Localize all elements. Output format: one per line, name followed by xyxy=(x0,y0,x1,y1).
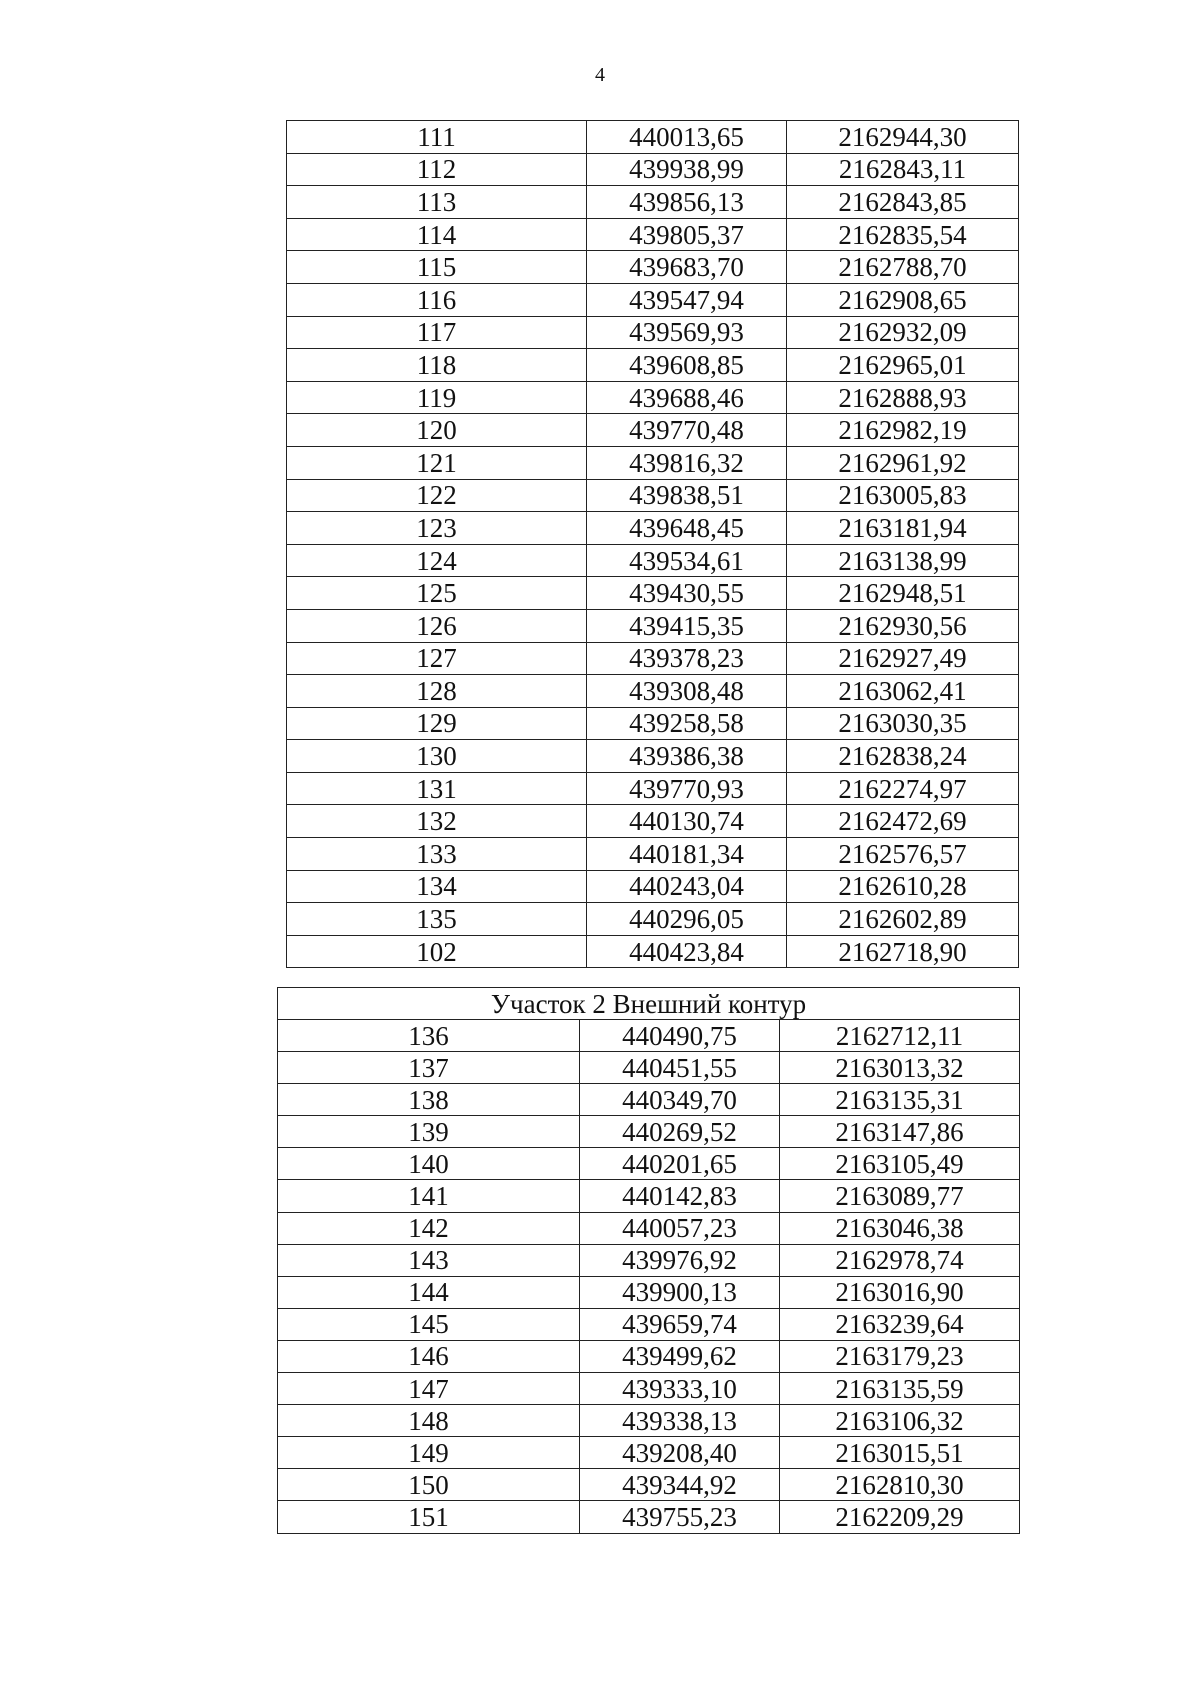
x-coordinate-cell: 439938,99 xyxy=(587,153,787,186)
point-number-cell: 118 xyxy=(287,349,587,382)
y-coordinate-cell: 2162209,29 xyxy=(780,1501,1020,1533)
x-coordinate-cell: 440243,04 xyxy=(587,870,787,903)
point-number-cell: 134 xyxy=(287,870,587,903)
table-row xyxy=(287,903,1019,936)
x-coordinate-cell: 440269,52 xyxy=(580,1116,780,1148)
x-coordinate-cell: 439338,13 xyxy=(580,1405,780,1437)
x-coordinate-cell: 440423,84 xyxy=(587,935,787,968)
y-coordinate-cell: 2163015,51 xyxy=(780,1437,1020,1469)
y-coordinate-cell: 2162944,30 xyxy=(787,121,1019,154)
x-coordinate-cell: 439344,92 xyxy=(580,1469,780,1501)
point-number-cell: 114 xyxy=(287,218,587,251)
x-coordinate-cell: 439430,55 xyxy=(587,577,787,610)
table-row xyxy=(278,1212,1020,1244)
point-number-cell: 146 xyxy=(278,1340,580,1372)
point-number-cell: 127 xyxy=(287,642,587,675)
table-row xyxy=(278,1405,1020,1437)
table-row xyxy=(287,479,1019,512)
y-coordinate-cell: 2163138,99 xyxy=(787,544,1019,577)
x-coordinate-cell: 439308,48 xyxy=(587,675,787,708)
coordinates-table-body xyxy=(278,988,1020,1534)
x-coordinate-cell: 439534,61 xyxy=(587,544,787,577)
x-coordinate-cell: 440296,05 xyxy=(587,903,787,936)
y-coordinate-cell: 2162835,54 xyxy=(787,218,1019,251)
table-row xyxy=(278,1340,1020,1372)
x-coordinate-cell: 439258,58 xyxy=(587,707,787,740)
y-coordinate-cell: 2163030,35 xyxy=(787,707,1019,740)
x-coordinate-cell: 440142,83 xyxy=(580,1180,780,1212)
table-row xyxy=(287,935,1019,968)
x-coordinate-cell: 439900,13 xyxy=(580,1276,780,1308)
y-coordinate-cell: 2162576,57 xyxy=(787,838,1019,871)
point-number-cell: 116 xyxy=(287,283,587,316)
x-coordinate-cell: 439683,70 xyxy=(587,251,787,284)
point-number-cell: 132 xyxy=(287,805,587,838)
y-coordinate-cell: 2163062,41 xyxy=(787,675,1019,708)
point-number-cell: 145 xyxy=(278,1308,580,1340)
y-coordinate-cell: 2162930,56 xyxy=(787,609,1019,642)
x-coordinate-cell: 439688,46 xyxy=(587,381,787,414)
point-number-cell: 139 xyxy=(278,1116,580,1148)
table-row xyxy=(278,1469,1020,1501)
y-coordinate-cell: 2162965,01 xyxy=(787,349,1019,382)
x-coordinate-cell: 440201,65 xyxy=(580,1148,780,1180)
coordinates-table-part-1 xyxy=(286,120,1019,968)
point-number-cell: 126 xyxy=(287,609,587,642)
point-number-cell: 129 xyxy=(287,707,587,740)
table-row xyxy=(287,512,1019,545)
y-coordinate-cell: 2163016,90 xyxy=(780,1276,1020,1308)
table-row xyxy=(278,1373,1020,1405)
point-number-cell: 117 xyxy=(287,316,587,349)
x-coordinate-cell: 440057,23 xyxy=(580,1212,780,1244)
point-number-cell: 133 xyxy=(287,838,587,871)
y-coordinate-cell: 2162927,49 xyxy=(787,642,1019,675)
x-coordinate-cell: 439415,35 xyxy=(587,609,787,642)
table-row xyxy=(287,707,1019,740)
table-row xyxy=(278,1084,1020,1116)
point-number-cell: 122 xyxy=(287,479,587,512)
x-coordinate-cell: 440451,55 xyxy=(580,1052,780,1084)
table-row xyxy=(287,609,1019,642)
y-coordinate-cell: 2162838,24 xyxy=(787,740,1019,773)
x-coordinate-cell: 439608,85 xyxy=(587,349,787,382)
point-number-cell: 111 xyxy=(287,121,587,154)
table-row xyxy=(287,283,1019,316)
y-coordinate-cell: 2162978,74 xyxy=(780,1244,1020,1276)
x-coordinate-cell: 439333,10 xyxy=(580,1373,780,1405)
point-number-cell: 112 xyxy=(287,153,587,186)
point-number-cell: 150 xyxy=(278,1469,580,1501)
section-heading-row xyxy=(278,988,1020,1020)
point-number-cell: 102 xyxy=(287,935,587,968)
table-row xyxy=(278,1052,1020,1084)
y-coordinate-cell: 2162982,19 xyxy=(787,414,1019,447)
x-coordinate-cell: 439816,32 xyxy=(587,446,787,479)
table-row xyxy=(287,740,1019,773)
x-coordinate-cell: 439208,40 xyxy=(580,1437,780,1469)
y-coordinate-cell: 2162908,65 xyxy=(787,283,1019,316)
coordinates-table-body xyxy=(287,121,1019,968)
point-number-cell: 148 xyxy=(278,1405,580,1437)
table-row xyxy=(287,838,1019,871)
x-coordinate-cell: 439659,74 xyxy=(580,1308,780,1340)
y-coordinate-cell: 2163179,23 xyxy=(780,1340,1020,1372)
x-coordinate-cell: 439386,38 xyxy=(587,740,787,773)
x-coordinate-cell: 440349,70 xyxy=(580,1084,780,1116)
point-number-cell: 136 xyxy=(278,1020,580,1052)
table-row xyxy=(278,1020,1020,1052)
point-number-cell: 137 xyxy=(278,1052,580,1084)
y-coordinate-cell: 2162718,90 xyxy=(787,935,1019,968)
table-row xyxy=(278,1501,1020,1533)
point-number-cell: 147 xyxy=(278,1373,580,1405)
x-coordinate-cell: 440013,65 xyxy=(587,121,787,154)
x-coordinate-cell: 439755,23 xyxy=(580,1501,780,1533)
table-row xyxy=(287,805,1019,838)
table-row xyxy=(278,1276,1020,1308)
x-coordinate-cell: 440181,34 xyxy=(587,838,787,871)
x-coordinate-cell: 439378,23 xyxy=(587,642,787,675)
table-row xyxy=(287,870,1019,903)
table-row xyxy=(287,414,1019,447)
x-coordinate-cell: 439547,94 xyxy=(587,283,787,316)
y-coordinate-cell: 2162932,09 xyxy=(787,316,1019,349)
point-number-cell: 143 xyxy=(278,1244,580,1276)
y-coordinate-cell: 2163046,38 xyxy=(780,1212,1020,1244)
point-number-cell: 149 xyxy=(278,1437,580,1469)
y-coordinate-cell: 2162810,30 xyxy=(780,1469,1020,1501)
section-title: Участок 2 Внешний контур xyxy=(278,988,1020,1020)
table-row xyxy=(278,1308,1020,1340)
point-number-cell: 151 xyxy=(278,1501,580,1533)
y-coordinate-cell: 2163135,31 xyxy=(780,1084,1020,1116)
y-coordinate-cell: 2163135,59 xyxy=(780,1373,1020,1405)
point-number-cell: 131 xyxy=(287,772,587,805)
point-number-cell: 128 xyxy=(287,675,587,708)
x-coordinate-cell: 440130,74 xyxy=(587,805,787,838)
x-coordinate-cell: 439770,93 xyxy=(587,772,787,805)
y-coordinate-cell: 2162843,11 xyxy=(787,153,1019,186)
table-row xyxy=(287,153,1019,186)
y-coordinate-cell: 2162610,28 xyxy=(787,870,1019,903)
y-coordinate-cell: 2162948,51 xyxy=(787,577,1019,610)
point-number-cell: 130 xyxy=(287,740,587,773)
x-coordinate-cell: 439805,37 xyxy=(587,218,787,251)
point-number-cell: 135 xyxy=(287,903,587,936)
x-coordinate-cell: 439976,92 xyxy=(580,1244,780,1276)
coordinates-table-section-2 xyxy=(277,987,1020,1534)
y-coordinate-cell: 2163181,94 xyxy=(787,512,1019,545)
point-number-cell: 125 xyxy=(287,577,587,610)
x-coordinate-cell: 439648,45 xyxy=(587,512,787,545)
table-row xyxy=(278,1180,1020,1212)
table-row xyxy=(287,642,1019,675)
y-coordinate-cell: 2163147,86 xyxy=(780,1116,1020,1148)
point-number-cell: 141 xyxy=(278,1180,580,1212)
table-row xyxy=(287,544,1019,577)
table-row xyxy=(278,1437,1020,1469)
y-coordinate-cell: 2162274,97 xyxy=(787,772,1019,805)
table-row xyxy=(287,121,1019,154)
table-row xyxy=(287,446,1019,479)
page-number: 4 xyxy=(595,64,605,86)
x-coordinate-cell: 439856,13 xyxy=(587,186,787,219)
table-row xyxy=(287,772,1019,805)
table-row xyxy=(287,577,1019,610)
point-number-cell: 115 xyxy=(287,251,587,284)
point-number-cell: 144 xyxy=(278,1276,580,1308)
x-coordinate-cell: 439770,48 xyxy=(587,414,787,447)
table-row xyxy=(278,1148,1020,1180)
y-coordinate-cell: 2162961,92 xyxy=(787,446,1019,479)
point-number-cell: 123 xyxy=(287,512,587,545)
x-coordinate-cell: 439499,62 xyxy=(580,1340,780,1372)
y-coordinate-cell: 2163089,77 xyxy=(780,1180,1020,1212)
table-row xyxy=(278,1244,1020,1276)
table-row xyxy=(287,316,1019,349)
x-coordinate-cell: 439569,93 xyxy=(587,316,787,349)
y-coordinate-cell: 2162472,69 xyxy=(787,805,1019,838)
y-coordinate-cell: 2162843,85 xyxy=(787,186,1019,219)
y-coordinate-cell: 2163105,49 xyxy=(780,1148,1020,1180)
point-number-cell: 120 xyxy=(287,414,587,447)
x-coordinate-cell: 440490,75 xyxy=(580,1020,780,1052)
y-coordinate-cell: 2162888,93 xyxy=(787,381,1019,414)
point-number-cell: 140 xyxy=(278,1148,580,1180)
table-row xyxy=(287,349,1019,382)
y-coordinate-cell: 2163239,64 xyxy=(780,1308,1020,1340)
table-row xyxy=(287,218,1019,251)
table-row xyxy=(287,251,1019,284)
point-number-cell: 119 xyxy=(287,381,587,414)
table-row xyxy=(287,186,1019,219)
point-number-cell: 124 xyxy=(287,544,587,577)
table-row xyxy=(287,381,1019,414)
y-coordinate-cell: 2162712,11 xyxy=(780,1020,1020,1052)
table-row xyxy=(287,675,1019,708)
y-coordinate-cell: 2162602,89 xyxy=(787,903,1019,936)
y-coordinate-cell: 2162788,70 xyxy=(787,251,1019,284)
y-coordinate-cell: 2163106,32 xyxy=(780,1405,1020,1437)
y-coordinate-cell: 2163005,83 xyxy=(787,479,1019,512)
table-row xyxy=(278,1116,1020,1148)
point-number-cell: 138 xyxy=(278,1084,580,1116)
y-coordinate-cell: 2163013,32 xyxy=(780,1052,1020,1084)
x-coordinate-cell: 439838,51 xyxy=(587,479,787,512)
point-number-cell: 121 xyxy=(287,446,587,479)
point-number-cell: 142 xyxy=(278,1212,580,1244)
point-number-cell: 113 xyxy=(287,186,587,219)
